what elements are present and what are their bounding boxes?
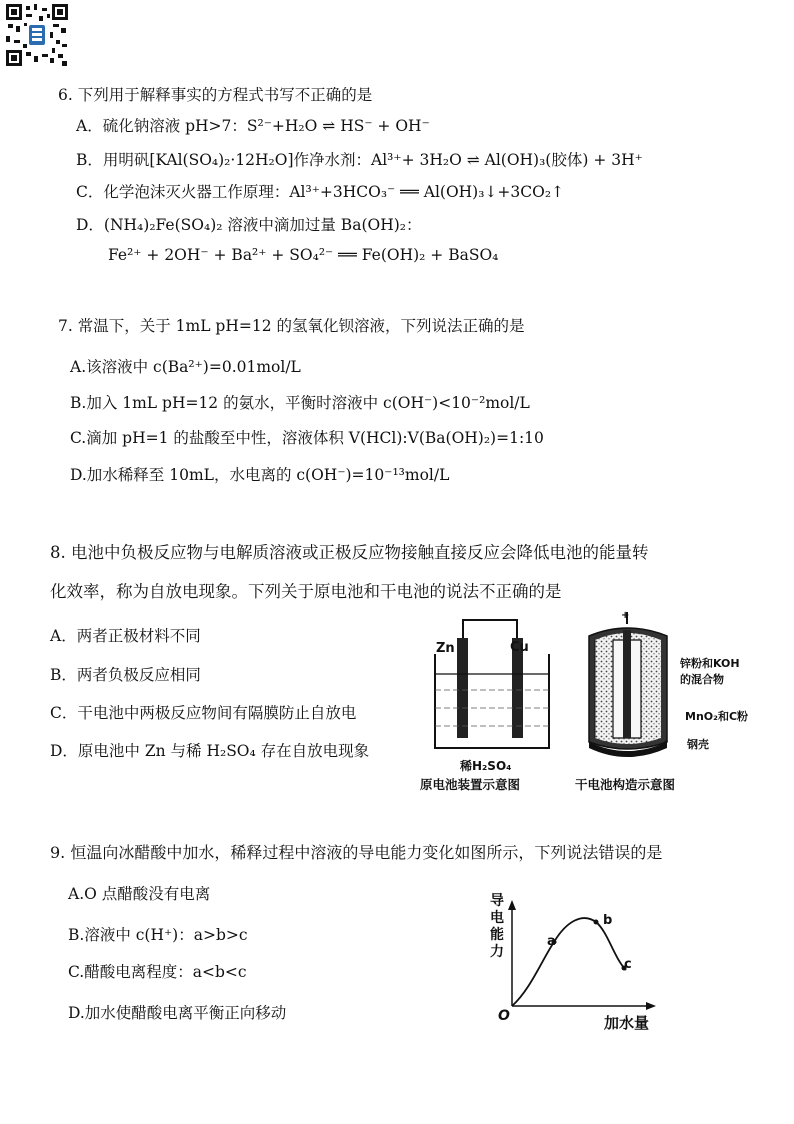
origin-label: O [498,1008,510,1024]
q9-stem: 9. 恒温向冰醋酸中加水，稀释过程中溶液的导电能力变化如图所示，下列说法错误的是 [50,843,663,862]
q7-option-c: C.滴加 pH=1 的盐酸至中性，溶液体积 V(HCl):V(Ba(OH)₂)=1:10 [70,429,544,447]
y-axis-label-4: 力 [490,944,504,960]
zinc-koh-label-line2: 的混合物 [680,673,724,686]
q6-option-c: C．化学泡沫灭火器工作原理：Al³⁺+3HCO₃⁻ ══ Al(OH)₃↓+3CO₂↑ [76,183,565,201]
q6-option-a: A．硫化钠溶液 pH>7：S²⁻+H₂O ⇌ HS⁻ + OH⁻ [76,117,430,135]
q8-stem-line2: 化效率，称为自放电现象。下列关于原电池和干电池的说法不正确的是 [50,582,562,601]
galvanic-cell-diagram [425,612,555,762]
y-axis-label-2: 电 [490,910,504,926]
q6-option-d: D．(NH₄)₂Fe(SO₄)₂ 溶液中滴加过量 Ba(OH)₂： [76,216,422,234]
zinc-koh-label: 锌粉和KOH [680,657,740,670]
q9-option-c: C.醋酸电离程度：a<b<c [68,963,247,981]
qr-code [6,4,68,66]
y-axis-label-1: 导 [490,893,504,909]
cu-electrode-label: Cu [510,640,529,655]
point-b [594,920,599,925]
q9-option-b: B.溶液中 c(H⁺)：a>b>c [68,926,248,944]
y-axis-label-3: 能 [490,927,504,943]
point-a-label: a [547,934,556,949]
conductivity-graph [490,880,670,1020]
q7-stem: 7. 常温下，关于 1mL pH=12 的氢氧化钡溶液，下列说法正确的是 [58,317,525,335]
point-b-label: b [603,913,613,928]
galvanic-cell-caption: 原电池装置示意图 [420,777,521,792]
zn-electrode-label: Zn [436,641,455,656]
q7-option-d: D.加水稀释至 10mL，水电离的 c(OH⁻)=10⁻¹³mol/L [70,466,450,484]
q8-option-a: A．两者正极材料不同 [50,627,201,645]
electrolyte-label: 稀H₂SO₄ [460,759,512,773]
mno2-c-label: MnO₂和C粉 [685,710,749,723]
q8-option-d: D．原电池中 Zn 与稀 H₂SO₄ 存在自放电现象 [50,742,370,760]
q8-stem-line1: 8. 电池中负极反应物与电解质溶液或正极反应物接触直接反应会降低电池的能量转 [50,543,649,562]
q6-stem: 6. 下列用于解释事实的方程式书写不正确的是 [58,86,373,104]
dry-cell-minus-sign: - [664,736,669,747]
q7-option-a: A.该溶液中 c(Ba²⁺)=0.01mol/L [70,358,301,376]
q9-option-d: D.加水使醋酸电离平衡正向移动 [68,1004,287,1022]
q6-option-d-equation: Fe²⁺ + 2OH⁻ + Ba²⁺ + SO₄²⁻ ══ Fe(OH)₂ + BaSO₄ [108,246,499,264]
q7-option-b: B.加入 1mL pH=12 的氨水，平衡时溶液中 c(OH⁻)<10⁻²mol/L [70,394,530,412]
dry-cell-caption: 干电池构造示意图 [575,777,676,792]
x-axis-label: 加水量 [604,1014,650,1032]
q6-option-b: B．用明矾[KAl(SO₄)₂·12H₂O]作净水剂：Al³⁺+ 3H₂O ⇌ Al(OH)₃(胶体) + 3H⁺ [76,151,643,169]
steel-shell-label: 钢壳 [687,738,709,751]
q8-option-b: B．两者负极反应相同 [50,666,201,684]
point-c-label: c [624,957,632,972]
q9-option-a: A.O 点醋酸没有电离 [68,885,211,903]
dry-cell-diagram [575,610,685,770]
dry-cell-plus-sign: + [621,610,630,621]
q8-option-c: C．干电池中两极反应物间有隔膜防止自放电 [50,704,357,722]
